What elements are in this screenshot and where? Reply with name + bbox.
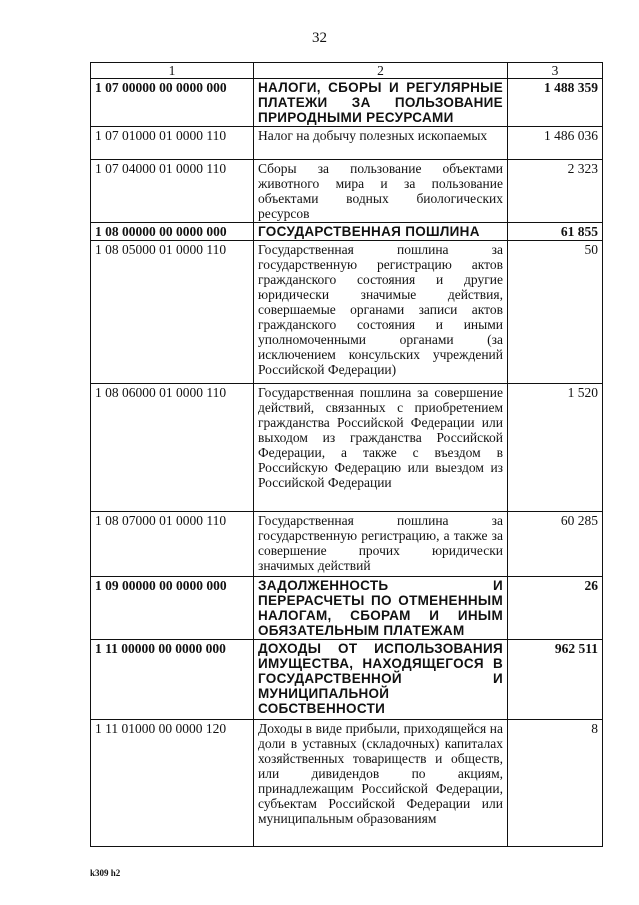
table-row <box>91 127 603 160</box>
row-code: 1 11 00000 00 0000 000 <box>91 640 254 720</box>
table-row <box>91 512 603 577</box>
table-row <box>91 79 603 127</box>
document-code: k309 h2 <box>90 868 121 878</box>
row-amount: 1 486 036 <box>508 127 603 160</box>
row-name: Налог на добычу полезных ископаемых <box>254 127 508 160</box>
row-name: ГОСУДАРСТВЕННАЯ ПОШЛИНА <box>254 223 508 241</box>
row-name: Сборы за пользование объектами животного мира и за пользование объектами водных биологических ресурсов <box>254 160 508 223</box>
row-name: Государственная пошлина за совершение действий, связанных с приобретением гражданства Российской Федерации или выходом из гражданства Российской Федерации, а также с въездом в Российскую Федерацию или выездом из Российской Федерации <box>254 384 508 512</box>
page-number: 32 <box>312 30 327 46</box>
table-row <box>91 640 603 720</box>
row-amount: 1 488 359 <box>508 79 603 127</box>
row-amount: 50 <box>508 241 603 384</box>
row-name: Государственная пошлина за государственную регистрацию, а также за совершение прочих юридически значимых действий <box>254 512 508 577</box>
row-code: 1 08 05000 01 0000 110 <box>91 241 254 384</box>
row-amount: 2 323 <box>508 160 603 223</box>
table-row <box>91 223 603 241</box>
row-code: 1 09 00000 00 0000 000 <box>91 577 254 640</box>
column-header-amount: 3 <box>508 63 603 79</box>
column-header-code: 1 <box>91 63 254 79</box>
table-row <box>91 577 603 640</box>
row-code: 1 08 00000 00 0000 000 <box>91 223 254 241</box>
row-code: 1 07 01000 01 0000 110 <box>91 127 254 160</box>
row-name: Государственная пошлина за государственную регистрацию актов гражданского состояния и другие юридически значимые действия, совершаемые органами записи актов гражданского состояния и иными уполномоченными органами (за исключением консульских учреждений Российской Федерации) <box>254 241 508 384</box>
row-code: 1 07 00000 00 0000 000 <box>91 79 254 127</box>
table-row <box>91 720 603 847</box>
row-name: Доходы в виде прибыли, приходящейся на доли в уставных (складочных) капиталах хозяйственных товариществ и обществ, или дивидендов по акциям, принадлежащим Российской Федерации, субъектам Российской Федерации или муниципальным образованиям <box>254 720 508 847</box>
row-amount: 61 855 <box>508 223 603 241</box>
column-header-name: 2 <box>254 63 508 79</box>
row-code: 1 08 06000 01 0000 110 <box>91 384 254 512</box>
row-code: 1 08 07000 01 0000 110 <box>91 512 254 577</box>
row-name: ДОХОДЫ ОТ ИСПОЛЬЗОВАНИЯ ИМУЩЕСТВА, НАХОДЯЩЕГОСЯ В ГОСУДАРСТВЕННОЙ И МУНИЦИПАЛЬНОЙ СОБСТВЕННОСТИ <box>254 640 508 720</box>
table-row <box>91 384 603 512</box>
row-name: НАЛОГИ, СБОРЫ И РЕГУЛЯРНЫЕ ПЛАТЕЖИ ЗА ПОЛЬЗОВАНИЕ ПРИРОДНЫМИ РЕСУРСАМИ <box>254 79 508 127</box>
table-row <box>91 241 603 384</box>
row-amount: 60 285 <box>508 512 603 577</box>
row-amount: 8 <box>508 720 603 847</box>
table-row <box>91 160 603 223</box>
row-amount: 962 511 <box>508 640 603 720</box>
row-code: 1 07 04000 01 0000 110 <box>91 160 254 223</box>
row-name: ЗАДОЛЖЕННОСТЬ И ПЕРЕРАСЧЕТЫ ПО ОТМЕНЕННЫМ НАЛОГАМ, СБОРАМ И ИНЫМ ОБЯЗАТЕЛЬНЫМ ПЛАТЕЖАМ <box>254 577 508 640</box>
row-code: 1 11 01000 00 0000 120 <box>91 720 254 847</box>
budget-table <box>90 62 603 847</box>
header-row <box>91 63 603 79</box>
row-amount: 1 520 <box>508 384 603 512</box>
row-amount: 26 <box>508 577 603 640</box>
